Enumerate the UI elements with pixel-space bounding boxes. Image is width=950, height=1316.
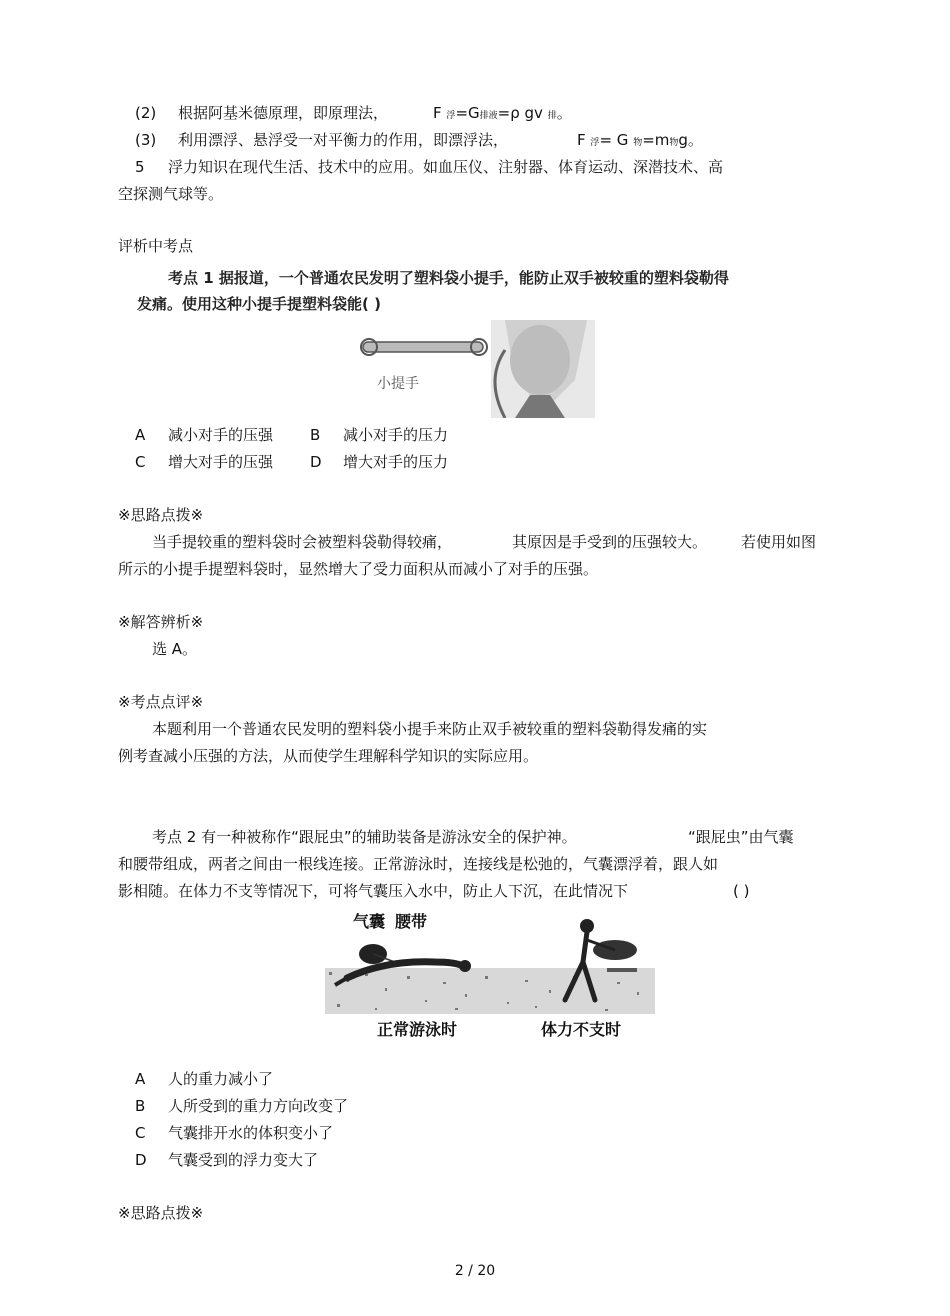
q1-hint-title: ※思路点拨※ [118, 506, 204, 524]
formula-f: F [577, 131, 586, 149]
q2-option-b-letter: B [135, 1097, 146, 1115]
formula-sub: 物 [633, 138, 643, 148]
intro-line5-num: 5 [135, 158, 145, 176]
q1-review-line2: 例考查减小压强的方法，从而使学生理解科学知识的实际应用。 [118, 747, 539, 765]
q1-option-c-letter: C [135, 453, 146, 471]
q1-option-b-letter: B [310, 426, 321, 444]
q1-option-b-text: 减小对手的压力 [343, 426, 449, 444]
formula-sub: 物 [669, 138, 679, 148]
formula-sub: 排液 [479, 111, 498, 121]
q1-option-a-letter: A [135, 426, 146, 444]
formula-sub: 浮 [446, 111, 456, 121]
q1-hint-line2: 所示的小提手提塑料袋时，显然增大了受力面积从而减小了对手的压强。 [118, 560, 599, 578]
q2-option-a-text: 人的重力减小了 [168, 1070, 274, 1088]
q1-hint-p1: 当手提较重的塑料袋时会被塑料袋勒得较痛， [152, 533, 453, 551]
handle-bag-illustration [355, 320, 595, 418]
q1-option-c-text: 增大对手的压强 [168, 453, 274, 471]
formula-f: F [433, 104, 442, 122]
q1-answer: 选 A。 [152, 640, 198, 658]
q1-option-d-letter: D [310, 453, 322, 471]
q2-option-d-letter: D [135, 1151, 147, 1169]
formula-eq: =m [642, 131, 670, 149]
q1-option-d-text: 增大对手的压力 [343, 453, 449, 471]
q2-label-airbag: 气囊 [353, 912, 386, 931]
q2-line3-paren: ( ) [733, 882, 750, 900]
intro-line2-text: 根据阿基米德原理，即原理法， [178, 104, 389, 122]
intro-line3-num: (3) [135, 131, 157, 149]
q2-option-c-letter: C [135, 1124, 146, 1142]
q1-image-label: 小提手 [377, 376, 419, 392]
q2-option-c-text: 气囊排开水的体积变小了 [168, 1124, 334, 1142]
intro-line2-formula [433, 103, 572, 126]
q2-caption-left: 正常游泳时 [377, 1020, 458, 1039]
q1-review-title: ※考点点评※ [118, 693, 204, 711]
section-title: 评析中考点 [118, 237, 194, 255]
q2-hint-title: ※思路点拨※ [118, 1204, 204, 1222]
formula-eq: =ρ gv [497, 104, 543, 122]
q2-line1b: “跟屁虫”由气囊 [688, 828, 794, 846]
q2-line1a: 考点 2 有一种被称作“跟屁虫”的辅助装备是游泳安全的保护神。 [152, 828, 577, 846]
q2-line3: 影相随。在体力不支等情况下，可将气囊压入水中，防止人下沉，在此情况下 [118, 882, 629, 900]
page-number: 2 / 20 [454, 1263, 496, 1279]
intro-line5-text: 浮力知识在现代生活、技术中的应用。如血压仪、注射器、体育运动、深潜技术、高 [168, 158, 724, 176]
intro-line3-text: 利用漂浮、悬浮受一对平衡力的作用，即漂浮法， [178, 131, 509, 149]
q1-review-line1: 本题利用一个普通农民发明的塑料袋小提手来防止双手被较重的塑料袋勒得发痛的实 [152, 720, 708, 738]
q2-line2: 和腰带组成，两者之间由一根线连接。正常游泳时，连接线是松弛的，气囊漂浮着，跟人如 [118, 855, 719, 873]
formula-end: 。 [556, 104, 572, 122]
intro-line3-formula [577, 130, 703, 153]
q1-option-a-text: 减小对手的压强 [168, 426, 274, 444]
q1-answer-title: ※解答辨析※ [118, 613, 204, 631]
q2-float-image [325, 910, 655, 1045]
q1-hint-p3: 若使用如图 [741, 533, 817, 551]
q1-handle-image [355, 320, 595, 418]
formula-eq: = G [599, 131, 629, 149]
q2-option-a-letter: A [135, 1070, 146, 1088]
intro-line2 [135, 103, 156, 123]
intro-line5-cont: 空探测气球等。 [118, 185, 224, 203]
formula-end: g。 [678, 131, 703, 149]
formula-sub: 浮 [590, 138, 600, 148]
formula-eq: =G [455, 104, 480, 122]
q2-label-belt: 腰带 [395, 912, 428, 931]
intro-line2-num: (2) [135, 104, 157, 122]
q1-scan-line1: 考点 1 据报道，一个普通农民发明了塑料袋小提手，能防止双手被较重的塑料袋勒得 [168, 269, 729, 287]
formula-sub: 排 [547, 111, 557, 121]
q2-option-d-text: 气囊受到的浮力变大了 [168, 1151, 319, 1169]
q2-option-b-text: 人所受到的重力方向改变了 [168, 1097, 349, 1115]
q2-caption-right: 体力不支时 [541, 1020, 622, 1039]
q1-scan-line2: 发痛。使用这种小提手提塑料袋能( ) [137, 295, 381, 313]
q1-hint-p2: 其原因是手受到的压强较大。 [512, 533, 708, 551]
